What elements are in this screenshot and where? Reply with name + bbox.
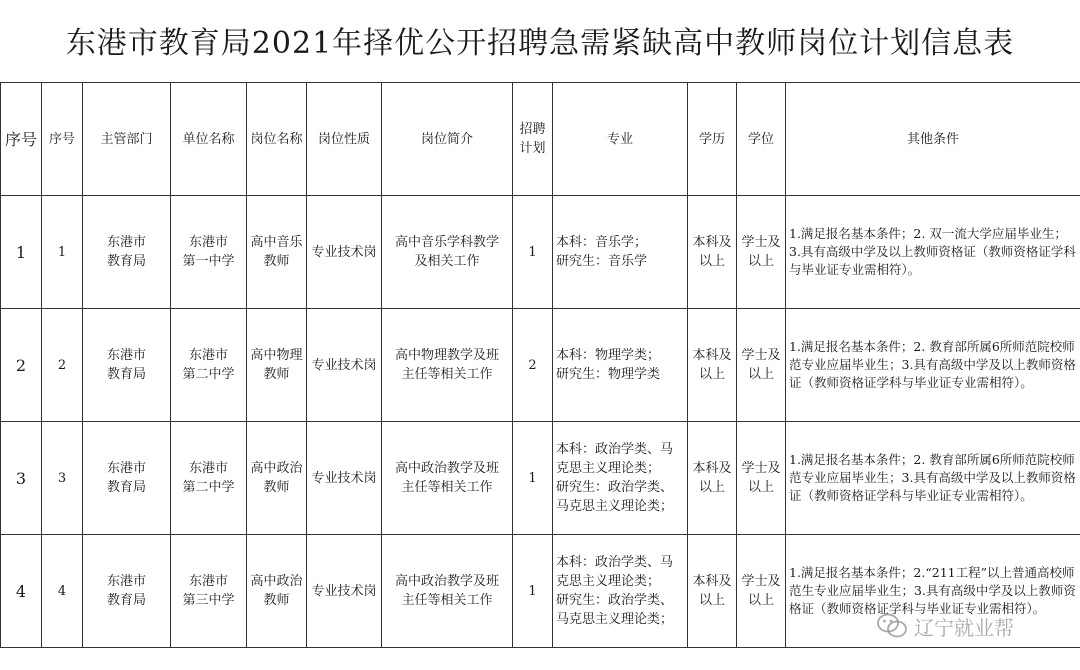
- header-nature: 岗位性质: [307, 83, 382, 196]
- header-dept: 主管部门: [83, 83, 171, 196]
- dept-line1: 东港市: [106, 574, 146, 589]
- intro-line1: 高中政治教学及班: [394, 574, 499, 589]
- cell-nature: 专业技术岗: [307, 196, 382, 309]
- post-line1: 高中政治: [250, 461, 303, 476]
- intro-line2: 主任等相关工作: [401, 480, 493, 495]
- cell-major: [553, 535, 688, 648]
- cell-post: [247, 422, 307, 535]
- degree-line2: 以上: [747, 480, 774, 495]
- header-plan: [513, 83, 553, 196]
- degree-line2: 以上: [747, 593, 774, 608]
- post-line1: 高中物理: [250, 348, 303, 363]
- unit-line2: 第一中学: [182, 254, 235, 269]
- edu-line2: 以上: [698, 480, 725, 495]
- cell-other: 1.满足报名基本条件；2. 双一流大学应届毕业生；3.具有高级中学及以上教师资格证（教师资格证学科与毕业证专业需相符）。: [786, 196, 1080, 309]
- cell-edu: [688, 422, 737, 535]
- cell-seq-b: 1: [42, 196, 83, 309]
- cell-edu: [688, 309, 737, 422]
- header-row: [1, 83, 1080, 196]
- post-line1: 高中政治: [250, 574, 303, 589]
- cell-post: [247, 535, 307, 648]
- post-line1: 高中音乐: [250, 235, 303, 250]
- cell-plan: 1: [513, 535, 553, 648]
- edu-line1: 本科及: [692, 235, 732, 250]
- cell-post: [247, 309, 307, 422]
- major-line: 克思主义理论类；: [556, 461, 661, 476]
- cell-intro: [382, 196, 513, 309]
- major-line: 研究生：政治学类、: [556, 593, 674, 608]
- cell-intro: [382, 535, 513, 648]
- table-row: [1, 309, 1080, 422]
- cell-other: 1.满足报名基本条件；2.“211工程”以上普通高校师范生专业应届毕业生；3.具有高级中学及以上教师资格证（教师资格证学科与毕业证专业需相符）。: [786, 535, 1080, 648]
- edu-line2: 以上: [698, 593, 725, 608]
- intro-line1: 高中音乐学科教学: [394, 235, 499, 250]
- dept-line2: 教育局: [106, 480, 146, 495]
- dept-line2: 教育局: [106, 367, 146, 382]
- degree-line1: 学士及: [741, 574, 781, 589]
- cell-seq-a: 2: [1, 309, 42, 422]
- post-line2: 教师: [263, 367, 290, 382]
- cell-seq-a: 4: [1, 535, 42, 648]
- cell-other: 1.满足报名基本条件；2. 教育部所属6所师范院校师范专业应届毕业生；3.具有高级中学及以上教师资格证（教师资格证学科与毕业证专业需相符）。: [786, 422, 1080, 535]
- cell-post: [247, 196, 307, 309]
- cell-nature: 专业技术岗: [307, 535, 382, 648]
- cell-unit: [171, 309, 247, 422]
- cell-dept: [83, 535, 171, 648]
- major-line: 马克思主义理论类；: [556, 499, 674, 514]
- unit-line1: 东港市: [188, 348, 228, 363]
- cell-unit: [171, 535, 247, 648]
- degree-line1: 学士及: [741, 348, 781, 363]
- cell-seq-a: 1: [1, 196, 42, 309]
- degree-line2: 以上: [747, 254, 774, 269]
- major-line: 克思主义理论类；: [556, 574, 661, 589]
- edu-line2: 以上: [698, 367, 725, 382]
- cell-dept: [83, 309, 171, 422]
- cell-unit: [171, 422, 247, 535]
- cell-major: [553, 422, 688, 535]
- intro-line1: 高中政治教学及班: [394, 461, 499, 476]
- dept-line1: 东港市: [106, 348, 146, 363]
- page-title: 东港市教育局2021年择优公开招聘急需紧缺高中教师岗位计划信息表: [65, 26, 1015, 61]
- intro-line2: 及相关工作: [414, 254, 480, 269]
- intro-line2: 主任等相关工作: [401, 593, 493, 608]
- header-other: 其他条件: [786, 83, 1080, 196]
- header-edu: 学历: [688, 83, 737, 196]
- degree-line1: 学士及: [741, 235, 781, 250]
- unit-line2: 第二中学: [182, 480, 235, 495]
- cell-seq-a: 3: [1, 422, 42, 535]
- post-line2: 教师: [263, 593, 290, 608]
- header-post: 岗位名称: [247, 83, 307, 196]
- unit-line2: 第二中学: [182, 367, 235, 382]
- dept-line1: 东港市: [106, 461, 146, 476]
- unit-line1: 东港市: [188, 461, 228, 476]
- header-intro: 岗位简介: [382, 83, 513, 196]
- degree-line2: 以上: [747, 367, 774, 382]
- edu-line1: 本科及: [692, 574, 732, 589]
- major-line: 研究生：音乐学: [556, 254, 648, 269]
- degree-line1: 学士及: [741, 461, 781, 476]
- post-line2: 教师: [263, 254, 290, 269]
- major-line: 研究生：物理学类: [556, 367, 661, 382]
- header-plan-line1: 招聘: [519, 122, 546, 137]
- edu-line2: 以上: [698, 254, 725, 269]
- major-line: 本科：政治学类、马: [556, 442, 674, 457]
- positions-table: [0, 82, 1080, 648]
- major-line: 本科：政治学类、马: [556, 555, 674, 570]
- unit-line1: 东港市: [188, 235, 228, 250]
- edu-line1: 本科及: [692, 348, 732, 363]
- major-line: 研究生：政治学类、: [556, 480, 674, 495]
- major-line: 本科：物理学类；: [556, 348, 661, 363]
- intro-line2: 主任等相关工作: [401, 367, 493, 382]
- cell-dept: [83, 422, 171, 535]
- watermark-text: 辽宁就业帮: [914, 615, 1014, 640]
- header-seq-b: 序号: [42, 83, 83, 196]
- unit-line1: 东港市: [188, 574, 228, 589]
- cell-nature: 专业技术岗: [307, 422, 382, 535]
- cell-plan: 1: [513, 422, 553, 535]
- cell-dept: [83, 196, 171, 309]
- header-plan-line2: 计划: [519, 141, 546, 156]
- cell-degree: [737, 422, 786, 535]
- header-major: 专业: [553, 83, 688, 196]
- cell-degree: [737, 309, 786, 422]
- cell-seq-b: 2: [42, 309, 83, 422]
- post-line2: 教师: [263, 480, 290, 495]
- cell-intro: [382, 422, 513, 535]
- major-line: 马克思主义理论类；: [556, 612, 674, 627]
- cell-intro: [382, 309, 513, 422]
- cell-other: 1.满足报名基本条件；2. 教育部所属6所师范院校师范专业应届毕业生；3.具有高级中学及以上教师资格证（教师资格证学科与毕业证专业需相符）。: [786, 309, 1080, 422]
- unit-line2: 第三中学: [182, 593, 235, 608]
- dept-line2: 教育局: [106, 254, 146, 269]
- cell-seq-b: 4: [42, 535, 83, 648]
- dept-line2: 教育局: [106, 593, 146, 608]
- cell-plan: 1: [513, 196, 553, 309]
- cell-unit: [171, 196, 247, 309]
- cell-major: [553, 196, 688, 309]
- cell-degree: [737, 196, 786, 309]
- major-line: 本科：音乐学；: [556, 235, 648, 250]
- header-unit: 单位名称: [171, 83, 247, 196]
- cell-edu: [688, 196, 737, 309]
- table-row: [1, 422, 1080, 535]
- cell-seq-b: 3: [42, 422, 83, 535]
- dept-line1: 东港市: [106, 235, 146, 250]
- table-row: [1, 535, 1080, 648]
- cell-plan: 2: [513, 309, 553, 422]
- intro-line1: 高中物理教学及班: [394, 348, 499, 363]
- header-seq-a: 序号: [1, 83, 42, 196]
- cell-major: [553, 309, 688, 422]
- cell-edu: [688, 535, 737, 648]
- edu-line1: 本科及: [692, 461, 732, 476]
- header-degree: 学位: [737, 83, 786, 196]
- cell-nature: 专业技术岗: [307, 309, 382, 422]
- cell-degree: [737, 535, 786, 648]
- table-row: [1, 196, 1080, 309]
